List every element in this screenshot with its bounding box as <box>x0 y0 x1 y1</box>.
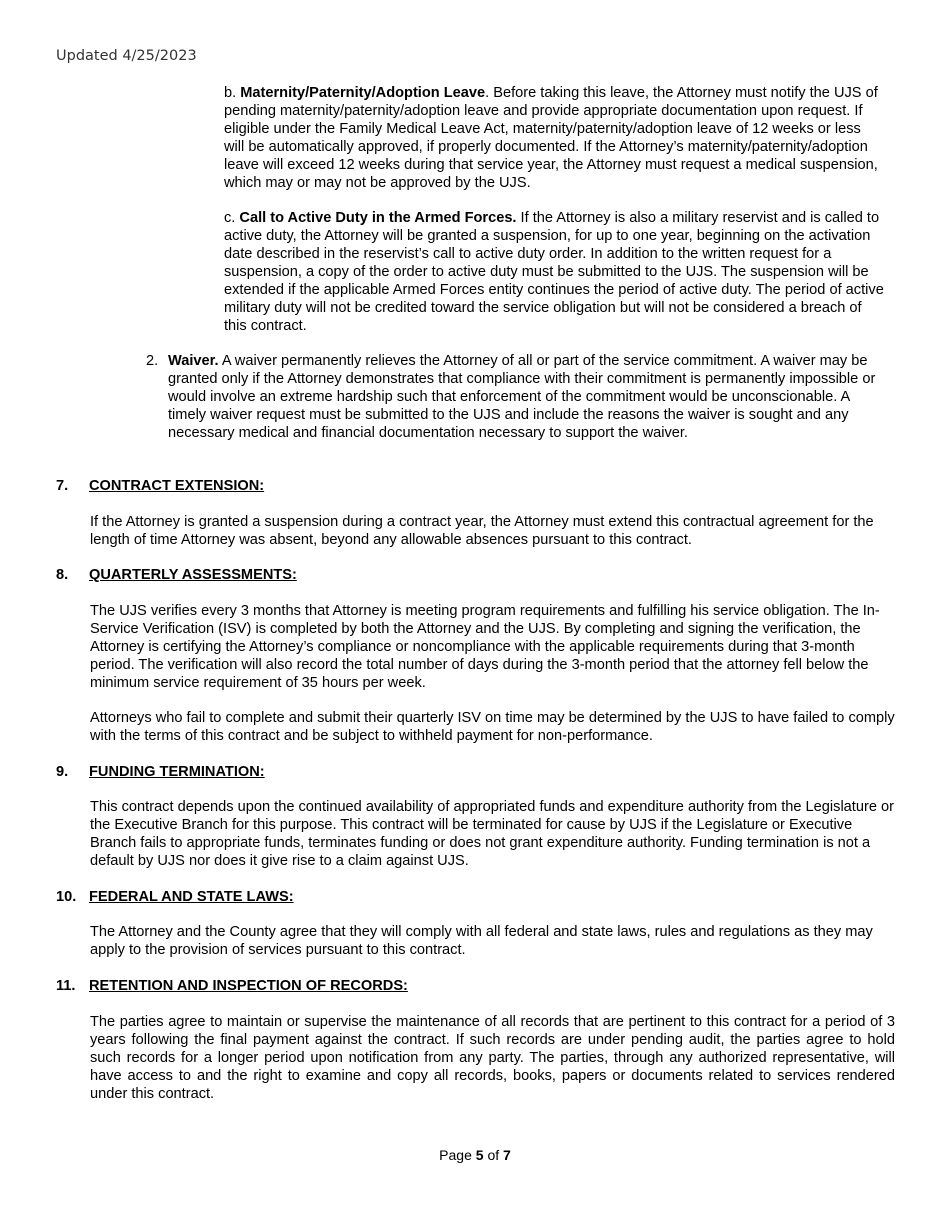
section-7-number: 7. <box>56 478 69 494</box>
item-2-waiver <box>146 352 886 442</box>
section-8-heading <box>56 566 297 584</box>
section-9-paragraph: This contract depends upon the continued availability of appropriated funds and expenditure authority from the Legislature or the Executive Branch for this purpose. This contract will be terminated for cause by UJS if the Legislature or Executive Branch fails to appropriate funds, terminates funding or does not grant expenditure authority. Funding termination is not a default by UJS nor does it give rise to a claim against UJS. <box>90 799 894 869</box>
section-8-number: 8. <box>56 567 69 583</box>
item-c-active-duty <box>224 209 884 335</box>
item-2-number: 2. <box>146 353 159 369</box>
of-word: of <box>487 1147 500 1163</box>
page-current: 5 <box>475 1147 484 1163</box>
section-9-number: 9. <box>56 764 69 780</box>
section-7-heading <box>56 477 264 495</box>
item-b-maternity-leave <box>224 84 884 192</box>
section-10-heading <box>56 888 294 906</box>
item-c-marker: c. <box>224 210 236 226</box>
section-10-number: 10. <box>56 889 77 905</box>
section-8-title: QUARTERLY ASSESSMENTS: <box>89 567 297 583</box>
section-11-title: RETENTION AND INSPECTION OF RECORDS: <box>89 978 408 994</box>
item-b-marker: b. <box>224 85 237 101</box>
section-7-paragraph: If the Attorney is granted a suspension during a contract year, the Attorney must extend this contractual agreement for the length of time Attorney was absent, beyond any allowable absences pursuant to this contract. <box>90 514 874 548</box>
page-word: Page <box>439 1147 472 1163</box>
section-9-heading <box>56 763 265 781</box>
item-2-title: Waiver. <box>168 353 219 369</box>
section-11-paragraph: The parties agree to maintain or supervise the maintenance of all records that are pertinent to this contract for a period of 3 years following the final payment against the contract. If such records are under pending audit, the parties agree to hold such records for a longer period upon notification from any party. The parties, through any authorized representative, will have access to and the right to examine and copy all records, books, papers or documents related to services rendered under this contract. <box>90 1014 895 1102</box>
section-10-paragraph: The Attorney and the County agree that they will comply with all federal and state laws, rules and regulations as they may apply to the provision of services pursuant to this contract. <box>90 924 873 958</box>
page-total: 7 <box>503 1147 511 1163</box>
section-7-title: CONTRACT EXTENSION: <box>89 478 265 494</box>
item-c-text: If the Attorney is also a military reservist and is called to active duty, the Attorney will be granted a suspension, for up to one year, beginning on the activation date described in the reservist’s call to active duty order. In addition to the written request for a suspension, a copy of the order to active duty must be submitted to the UJS. The suspension will be extended if the applicable Armed Forces entity continues the period of active duty. The period of active military duty will not be credited toward the service obligation but will not be considered a breach of this contract. <box>224 210 884 334</box>
section-8-paragraph-2: Attorneys who fail to complete and submit their quarterly ISV on time may be determined by the UJS to have failed to comply with the terms of this contract and be subject to withheld payment for non-performance. <box>90 710 895 744</box>
section-11-number: 11. <box>56 978 76 994</box>
section-9-title: FUNDING TERMINATION: <box>89 764 265 780</box>
item-2-text: A waiver permanently relieves the Attorney of all or part of the service commitment. A waiver may be granted only if the Attorney demonstrates that compliance with their commitment is permanently impossible or would involve an extreme hardship such that enforcement of the commitment would be unconscionable. A timely waiver request must be submitted to the UJS and include the reasons the waiver is sought and any necessary medical and financial documentation necessary to support the waiver. <box>168 353 876 441</box>
section-10-title: FEDERAL AND STATE LAWS: <box>89 889 294 905</box>
item-b-title: Maternity/Paternity/Adoption Leave <box>240 85 486 101</box>
updated-date: Updated 4/25/2023 <box>56 48 197 64</box>
item-c-title: Call to Active Duty in the Armed Forces. <box>239 210 517 226</box>
section-11-heading <box>56 977 408 995</box>
page-footer <box>0 1146 950 1164</box>
item-b-text: . Before taking this leave, the Attorney must notify the UJS of pending maternity/paternity/adoption leave and provide appropriate documentation upon request. If eligible under the Family Medical Leave Act, maternity/paternity/adoption leave of 12 weeks or less will be automatically approved, if properly documented. If the Attorney’s maternity/paternity/adoption leave will exceed 12 weeks during that service year, the Attorney must request a medical suspension, which may or may not be approved by the UJS. <box>224 85 878 191</box>
section-8-paragraph-1: The UJS verifies every 3 months that Attorney is meeting program requirements and fulfilling his service obligation. The In-Service Verification (ISV) is completed by both the Attorney and the UJS. By completing and signing the verification, the Attorney is certifying the Attorney’s compliance or noncompliance with the applicable requirements during that 3-month period. The verification will also record the total number of days during the 3-month period that the attorney fell below the minimum service requirement of 35 hours per week. <box>90 603 880 691</box>
